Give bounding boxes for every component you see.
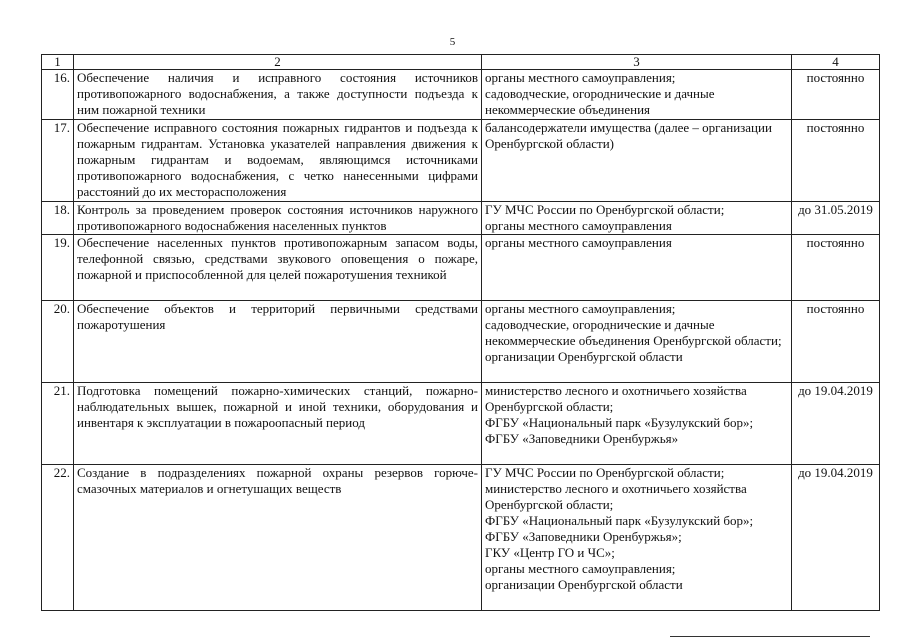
task-cell: Обеспечение наличия и исправного состояния источников противопожарного водоснабжения, а также доступности подъезда к ним пожарной техники xyxy=(74,70,482,120)
responsible-line: органы местного самоуправления xyxy=(485,218,672,233)
deadline-cell: до 19.04.2019 xyxy=(792,465,880,611)
responsible-line: ФГБУ «Заповедники Оренбуржья»; xyxy=(485,529,682,544)
responsible-line: ФГБУ «Заповедники Оренбуржья» xyxy=(485,431,679,446)
responsible-cell xyxy=(482,383,792,465)
responsible-line: ФГБУ «Национальный парк «Бузулукский бор»; xyxy=(485,513,754,528)
task-cell: Создание в подразделениях пожарной охраны резервов горюче-смазочных материалов и огнетушащих веществ xyxy=(74,465,482,611)
task-cell: Подготовка помещений пожарно-химических станций, пожарно-наблюдательных вышек, пожарной и иной техники, оборудования и инвентаря к эксплуатации в пожароопасный период xyxy=(74,383,482,465)
table-row xyxy=(42,70,880,120)
header-cell-1: 1 xyxy=(42,55,74,70)
table-row xyxy=(42,235,880,301)
responsible-line: садоводческие, огороднические и дачные некоммерческие объединения Оренбургской области; xyxy=(485,317,782,348)
table-header-row xyxy=(42,55,880,70)
responsible-cell xyxy=(482,235,792,301)
responsible-line: ГУ МЧС России по Оренбургской области; xyxy=(485,465,725,480)
header-cell-3: 3 xyxy=(482,55,792,70)
responsible-line: садоводческие, огороднические и дачные некоммерческие объединения xyxy=(485,86,715,117)
responsible-cell xyxy=(482,120,792,202)
deadline-cell: постоянно xyxy=(792,120,880,202)
responsible-cell xyxy=(482,301,792,383)
row-number: 16. xyxy=(42,70,74,120)
responsible-line: органы местного самоуправления; xyxy=(485,70,676,85)
table-row xyxy=(42,383,880,465)
deadline-cell: постоянно xyxy=(792,235,880,301)
measures-table xyxy=(41,54,880,611)
task-cell: Обеспечение населенных пунктов противопожарным запасом воды, телефонной связью, средствами звукового оповещения о пожаре, пожарной и приспособленной для целей пожаротушения техникой xyxy=(74,235,482,301)
task-cell: Обеспечение исправного состояния пожарных гидрантов и подъезда к пожарным гидрантам. Установка указателей направления движения к пожарным гидрантам и водоемам, являющимся источниками противопожарного водоснабжения, с четко нанесенными цифрами расстояний до их месторасположения xyxy=(74,120,482,202)
responsible-line: органы местного самоуправления; xyxy=(485,301,676,316)
responsible-line: министерство лесного и охотничьего хозяйства Оренбургской области; xyxy=(485,481,747,512)
responsible-cell xyxy=(482,70,792,120)
header-cell-4: 4 xyxy=(792,55,880,70)
page-number: 5 xyxy=(449,36,456,48)
responsible-line: органы местного самоуправления; xyxy=(485,561,676,576)
responsible-line: ГКУ «Центр ГО и ЧС»; xyxy=(485,545,615,560)
row-number: 21. xyxy=(42,383,74,465)
task-cell: Контроль за проведением проверок состояния источников наружного противопожарного водоснабжения населенных пунктов xyxy=(74,202,482,235)
deadline-cell: постоянно xyxy=(792,301,880,383)
responsible-line: организации Оренбургской области xyxy=(485,577,683,592)
table-row xyxy=(42,202,880,235)
responsible-line: ФГБУ «Национальный парк «Бузулукский бор»; xyxy=(485,415,754,430)
row-number: 20. xyxy=(42,301,74,383)
responsible-line: организации Оренбургской области xyxy=(485,349,683,364)
table-row xyxy=(42,120,880,202)
header-cell-2: 2 xyxy=(74,55,482,70)
row-number: 18. xyxy=(42,202,74,235)
responsible-line: балансодержатели имущества (далее – организации Оренбургской области) xyxy=(485,120,772,151)
responsible-cell xyxy=(482,202,792,235)
responsible-line: министерство лесного и охотничьего хозяйства Оренбургской области; xyxy=(485,383,747,414)
responsible-line: ГУ МЧС России по Оренбургской области; xyxy=(485,202,725,217)
task-cell: Обеспечение объектов и территорий первичными средствами пожаротушения xyxy=(74,301,482,383)
row-number: 22. xyxy=(42,465,74,611)
deadline-cell: до 19.04.2019 xyxy=(792,383,880,465)
deadline-cell: постоянно xyxy=(792,70,880,120)
responsible-cell xyxy=(482,465,792,611)
table-row xyxy=(42,301,880,383)
row-number: 19. xyxy=(42,235,74,301)
deadline-cell: до 31.05.2019 xyxy=(792,202,880,235)
row-number: 17. xyxy=(42,120,74,202)
responsible-line: органы местного самоуправления xyxy=(485,235,672,250)
table-row xyxy=(42,465,880,611)
bottom-divider xyxy=(670,636,870,637)
